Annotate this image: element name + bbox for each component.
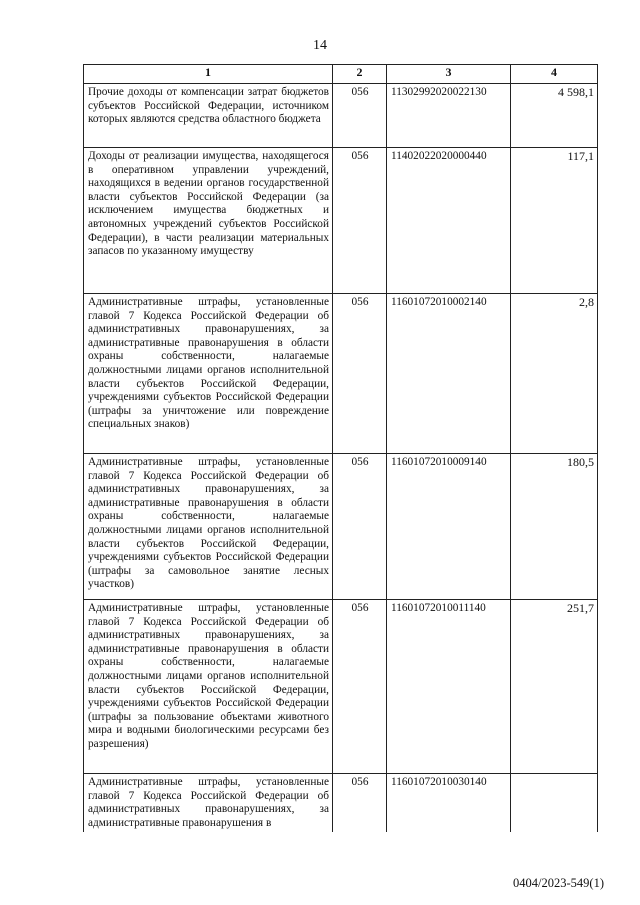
table-row bbox=[84, 84, 598, 148]
column-header: 2 bbox=[333, 65, 387, 84]
amount: 117,1 bbox=[511, 148, 598, 294]
document-code: 0404/2023-549(1) bbox=[513, 876, 604, 890]
page-number: 14 bbox=[313, 38, 327, 53]
budget-classification-code: 11402022020000440 bbox=[387, 148, 511, 294]
budget-classification-code: 11601072010002140 bbox=[387, 294, 511, 454]
revenue-description: Доходы от реализации имущества, находящегося в оперативном управлении учреждений, находящихся в ведении органов государственной власти субъектов Российской Федерации (за исключением имущества бюджетных и автономных учреждений субъектов Российской Федерации), в части реализации материальных запасов по указанному имуществу bbox=[84, 148, 333, 294]
table-row bbox=[84, 454, 598, 600]
column-header: 3 bbox=[387, 65, 511, 84]
admin-code: 056 bbox=[333, 294, 387, 454]
amount: 4 598,1 bbox=[511, 84, 598, 148]
admin-code: 056 bbox=[333, 600, 387, 774]
budget-classification-code: 11601072010009140 bbox=[387, 454, 511, 600]
budget-classification-code: 11601072010011140 bbox=[387, 600, 511, 774]
table-row bbox=[84, 294, 598, 454]
budget-classification-code: 11601072010030140 bbox=[387, 774, 511, 832]
amount bbox=[511, 774, 598, 832]
table-row bbox=[84, 774, 598, 832]
admin-code: 056 bbox=[333, 148, 387, 294]
revenue-table bbox=[83, 64, 598, 832]
column-header: 1 bbox=[84, 65, 333, 84]
column-header: 4 bbox=[511, 65, 598, 84]
table-row bbox=[84, 600, 598, 774]
revenue-description: Административные штрафы, установленные главой 7 Кодекса Российской Федерации об административных правонарушениях, за административные правонарушения в области охраны собственности, налагаемые должностными лицами органов исполнительной власти субъектов Российской Федерации, учреждениями субъектов Российской Федерации (штрафы за пользование объектами животного мира и водными биологическими ресурсами без разрешения) bbox=[84, 600, 333, 774]
revenue-description: Административные штрафы, установленные главой 7 Кодекса Российской Федерации об административных правонарушениях, за административные правонарушения в bbox=[84, 774, 333, 832]
budget-classification-code: 11302992020022130 bbox=[387, 84, 511, 148]
table-row bbox=[84, 148, 598, 294]
amount: 251,7 bbox=[511, 600, 598, 774]
amount: 2,8 bbox=[511, 294, 598, 454]
amount: 180,5 bbox=[511, 454, 598, 600]
revenue-description: Административные штрафы, установленные главой 7 Кодекса Российской Федерации об административных правонарушениях, за административные правонарушения в области охраны собственности, налагаемые должностными лицами органов исполнительной власти субъектов Российской Федерации, учреждениями субъектов Российской Федерации (штрафы за самовольное занятие лесных участков) bbox=[84, 454, 333, 600]
admin-code: 056 bbox=[333, 774, 387, 832]
revenue-description: Прочие доходы от компенсации затрат бюджетов субъектов Российской Федерации, источником которых являются средства областного бюджета bbox=[84, 84, 333, 148]
table-header-row bbox=[84, 65, 598, 84]
admin-code: 056 bbox=[333, 84, 387, 148]
admin-code: 056 bbox=[333, 454, 387, 600]
revenue-description: Административные штрафы, установленные главой 7 Кодекса Российской Федерации об административных правонарушениях, за административные правонарушения в области охраны собственности, налагаемые должностными лицами органов исполнительной власти субъектов Российской Федерации, учреждениями субъектов Российской Федерации (штрафы за уничтожение или повреждение специальных знаков) bbox=[84, 294, 333, 454]
